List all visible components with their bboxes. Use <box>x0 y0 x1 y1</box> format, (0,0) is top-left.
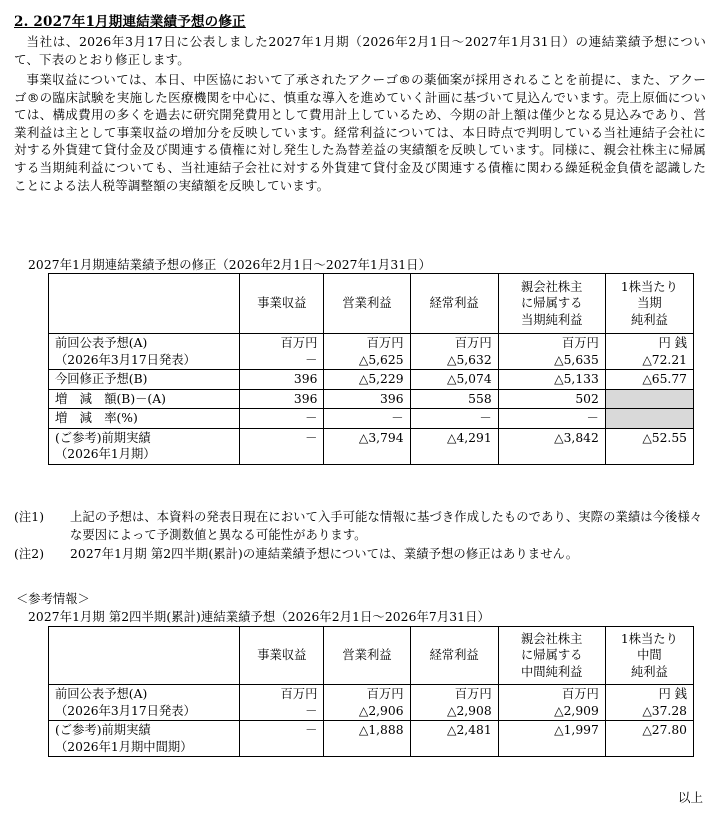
note-label: (注1) <box>14 510 45 524</box>
cell: △4,291 <box>410 428 498 464</box>
cell: － <box>240 721 324 757</box>
cell: 百万円 △5,632 <box>410 334 498 370</box>
note-label: (注2) <box>14 547 45 561</box>
cell: △3,842 <box>498 428 605 464</box>
table-row <box>49 389 694 409</box>
cell: △5,133 <box>498 370 605 390</box>
cell: 百万円 △5,625 <box>324 334 410 370</box>
cell: 百万円 △2,906 <box>324 685 410 721</box>
note-text: 2027年1月期 第2四半期(累計)の連結業績予想については、業績予想の修正はありません。 <box>70 547 579 561</box>
note-text: 上記の予想は、本資料の発表日現在において入手可能な情報に基づき作成したものであり、実際の業績は今後様々な要因によって予測数値と異なる可能性があります。 <box>70 510 703 542</box>
header-eps: 1株当たり 中間 純利益 <box>605 627 693 685</box>
cell: △65.77 <box>605 370 693 390</box>
cell: 百万円 △2,908 <box>410 685 498 721</box>
row-label: 今回修正予想(B) <box>49 370 240 390</box>
cell: △5,074 <box>410 370 498 390</box>
header-operating-income: 営業利益 <box>324 627 410 685</box>
reference-table <box>48 626 694 757</box>
cell: － <box>410 409 498 429</box>
cell: 396 <box>240 389 324 409</box>
header-operating-income: 営業利益 <box>324 274 410 334</box>
header-eps: 1株当たり 当期 純利益 <box>605 274 693 334</box>
revision-table <box>48 273 694 465</box>
shaded-cell <box>605 389 693 409</box>
table-row <box>49 334 694 370</box>
row-label: (ご参考)前期実績 （2026年1月期） <box>49 428 240 464</box>
cell: － <box>498 409 605 429</box>
header-ordinary-income: 経常利益 <box>410 627 498 685</box>
cell: 円 銭 △37.28 <box>605 685 693 721</box>
cell: 396 <box>240 370 324 390</box>
header-revenue: 事業収益 <box>240 274 324 334</box>
cell: 396 <box>324 389 410 409</box>
table-header-row <box>49 627 694 685</box>
header-corner <box>49 274 240 334</box>
intro-paragraph: 当社は、2026年3月17日に公表しました2027年1月期（2026年2月1日～2027年1月31日）の連結業績予想について、下表のとおり修正します。 <box>14 34 706 67</box>
row-label: (ご参考)前期実績 （2026年1月期中間期） <box>49 721 240 757</box>
cell: 円 銭 △72.21 <box>605 334 693 370</box>
cell: △1,997 <box>498 721 605 757</box>
header-net-income: 親会社株主 に帰属する 中間純利益 <box>498 627 605 685</box>
cell: 558 <box>410 389 498 409</box>
table-row <box>49 409 694 429</box>
table-row <box>49 428 694 464</box>
table1-caption: 2027年1月期連結業績予想の修正（2026年2月1日～2027年1月31日） <box>28 258 431 272</box>
end-mark: 以上 <box>677 790 703 805</box>
table-row <box>49 721 694 757</box>
row-label: 前回公表予想(A) （2026年3月17日発表） <box>49 334 240 370</box>
cell: 502 <box>498 389 605 409</box>
cell: 百万円 △5,635 <box>498 334 605 370</box>
cell: － <box>324 409 410 429</box>
cell: △5,229 <box>324 370 410 390</box>
row-label: 増 減 額(B)－(A) <box>49 389 240 409</box>
header-net-income: 親会社株主 に帰属する 当期純利益 <box>498 274 605 334</box>
cell: 百万円 － <box>240 334 324 370</box>
row-label: 前回公表予想(A) （2026年3月17日発表） <box>49 685 240 721</box>
table-row <box>49 370 694 390</box>
cell: △1,888 <box>324 721 410 757</box>
cell: 百万円 △2,909 <box>498 685 605 721</box>
cell: △3,794 <box>324 428 410 464</box>
row-label: 増 減 率(%) <box>49 409 240 429</box>
cell: 百万円 － <box>240 685 324 721</box>
cell: － <box>240 428 324 464</box>
cell: △2,481 <box>410 721 498 757</box>
cell: － <box>240 409 324 429</box>
table-header-row <box>49 274 694 334</box>
note-2 <box>14 546 709 564</box>
cell: △27.80 <box>605 721 693 757</box>
header-revenue: 事業収益 <box>240 627 324 685</box>
header-corner <box>49 627 240 685</box>
header-ordinary-income: 経常利益 <box>410 274 498 334</box>
explanation-paragraph: 事業収益については、本日、中医協において了承されたアクーゴ®の薬価案が採用されることを前提に、また、アクーゴ®の臨床試験を実施した医療機関を中心に、慎重な導入を進めていく計画に基づいて見込んでいます。売上原価については、構成費用の多くを過去に研究開発費用として費用計上しているため、今期の計上額は僅少となる見込みであり、営業利益は主として事業収益の増加分を反映しています。経常利益については、本日時点で判明している当社連結子会社に対する外貨建て貸付金及び関連する債権に対し発生した為替差益の実績額を反映しています。同様に、親会社株主に帰属する当期純利益についても、当社連結子会社に対する外貨建て貸付金及び関連する債権に関わる繰延税金負債を認識したことによる法人税等調整額の実績額を反映しています。 <box>14 72 706 193</box>
shaded-cell <box>605 409 693 429</box>
table2-caption: 2027年1月期 第2四半期(累計)連結業績予想（2026年2月1日～2026年7月31日） <box>28 610 490 624</box>
cell: △52.55 <box>605 428 693 464</box>
note-1 <box>14 509 709 544</box>
table-row <box>49 685 694 721</box>
section-heading: 2. 2027年1月期連結業績予想の修正 <box>14 14 246 30</box>
reference-title: ＜参考情報＞ <box>16 592 90 606</box>
